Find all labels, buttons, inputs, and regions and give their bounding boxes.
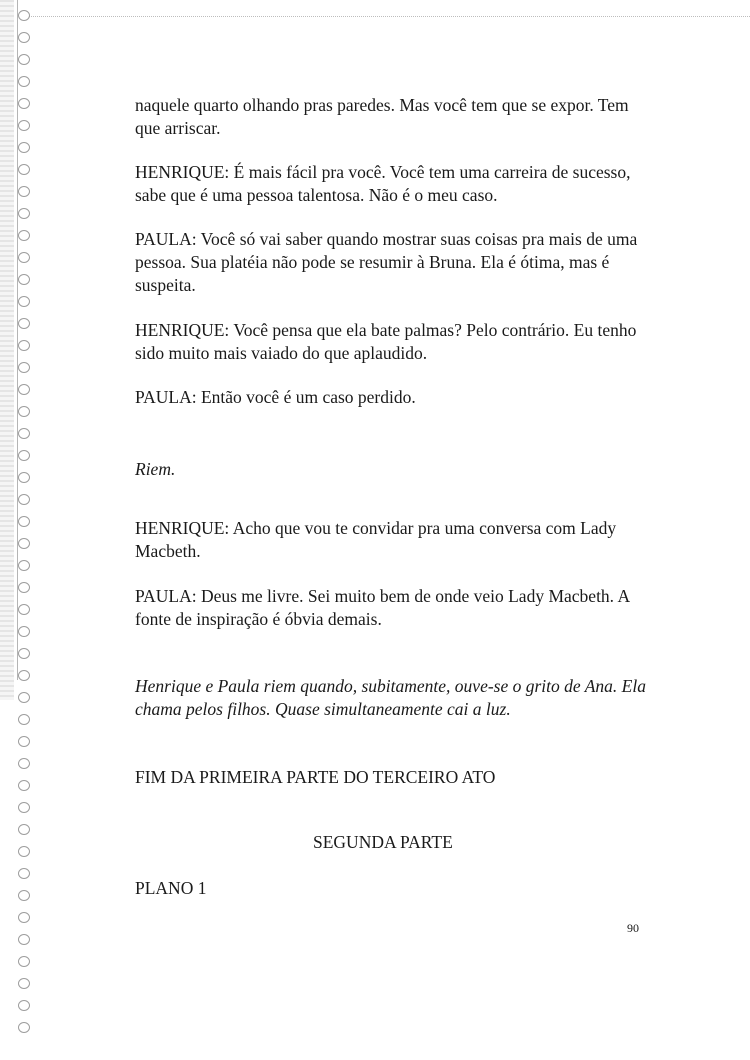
binding-hole-icon	[18, 956, 30, 967]
binding-hole-icon	[18, 428, 30, 439]
binding-hole-icon	[18, 846, 30, 857]
binding-hole-icon	[18, 362, 30, 373]
binding-hole-icon	[18, 824, 30, 835]
dialogue-henrique: HENRIQUE: Você pensa que ela bate palmas? Pelo contrário. Eu tenho sido muito mais vaiado do que aplaudido.	[135, 320, 637, 363]
binding-hole-icon	[18, 582, 30, 593]
binding-hole-icon	[18, 274, 30, 285]
binding-hole-icon	[18, 736, 30, 747]
dialogue-paula: PAULA: Então você é um caso perdido.	[135, 387, 416, 407]
dialogue-henrique: HENRIQUE: É mais fácil pra você. Você tem uma carreira de sucesso, sabe que é uma pessoa talentosa. Não é o meu caso.	[135, 162, 631, 205]
plan-heading: PLANO 1	[135, 878, 207, 898]
binding-hole-icon	[18, 1022, 30, 1033]
binding-hole-icon	[18, 230, 30, 241]
binding-hole-icon	[18, 450, 30, 461]
binding-hole-icon	[18, 516, 30, 527]
dialogue-paula: PAULA: Você só vai saber quando mostrar suas coisas pra mais de uma pessoa. Sua platéia não pode se resumir à Bruna. Ela é ótima, mas é suspeita.	[135, 229, 638, 295]
binding-hole-icon	[18, 890, 30, 901]
binding-hole-icon	[18, 714, 30, 725]
binding-hole-icon	[18, 670, 30, 681]
binding-hole-icon	[18, 142, 30, 153]
binding-hole-icon	[18, 186, 30, 197]
dialogue-henrique: HENRIQUE: Acho que vou te convidar pra uma conversa com Lady Macbeth.	[135, 518, 617, 561]
binding-hole-icon	[18, 384, 30, 395]
binding-hole-icon	[18, 32, 30, 43]
binding-hole-icon	[18, 780, 30, 791]
binding-hole-icon	[18, 758, 30, 769]
binding-hole-icon	[18, 54, 30, 65]
section-heading: SEGUNDA PARTE	[313, 832, 453, 852]
binding-hole-icon	[18, 296, 30, 307]
top-border-line	[28, 16, 750, 17]
binding-hole-icon	[18, 98, 30, 109]
binding-hole-icon	[18, 560, 30, 571]
binding-hole-icon	[18, 648, 30, 659]
binding-hole-icon	[18, 1000, 30, 1011]
dialogue-paula: PAULA: Deus me livre. Sei muito bem de onde veio Lady Macbeth. A fonte de inspiração é óbvia demais.	[135, 586, 630, 629]
binding-hole-icon	[18, 626, 30, 637]
binding-strip	[0, 0, 14, 700]
binding-hole-icon	[18, 252, 30, 263]
binding-hole-icon	[18, 912, 30, 923]
binding-hole-icon	[18, 494, 30, 505]
binding-hole-icon	[18, 340, 30, 351]
binding-hole-icon	[18, 318, 30, 329]
page-number: 90	[627, 921, 639, 935]
spiral-binding-holes	[18, 10, 38, 1040]
binding-hole-icon	[18, 406, 30, 417]
binding-hole-icon	[18, 604, 30, 615]
binding-hole-icon	[18, 934, 30, 945]
binding-hole-icon	[18, 692, 30, 703]
binding-hole-icon	[18, 868, 30, 879]
stage-direction: Riem.	[135, 459, 176, 479]
binding-hole-icon	[18, 120, 30, 131]
binding-hole-icon	[18, 76, 30, 87]
binding-hole-icon	[18, 978, 30, 989]
binding-hole-icon	[18, 472, 30, 483]
binding-hole-icon	[18, 802, 30, 813]
binding-hole-icon	[18, 208, 30, 219]
act-end-heading: FIM DA PRIMEIRA PARTE DO TERCEIRO ATO	[135, 767, 496, 787]
stage-direction: Henrique e Paula riem quando, subitamente, ouve-se o grito de Ana. Ela chama pelos filhos. Quase simultaneamente cai a luz.	[135, 676, 646, 719]
binding-hole-icon	[18, 164, 30, 175]
binding-hole-icon	[18, 538, 30, 549]
dialogue-continuation: naquele quarto olhando pras paredes. Mas você tem que se expor. Tem que arriscar.	[135, 95, 629, 138]
binding-hole-icon	[18, 10, 30, 21]
